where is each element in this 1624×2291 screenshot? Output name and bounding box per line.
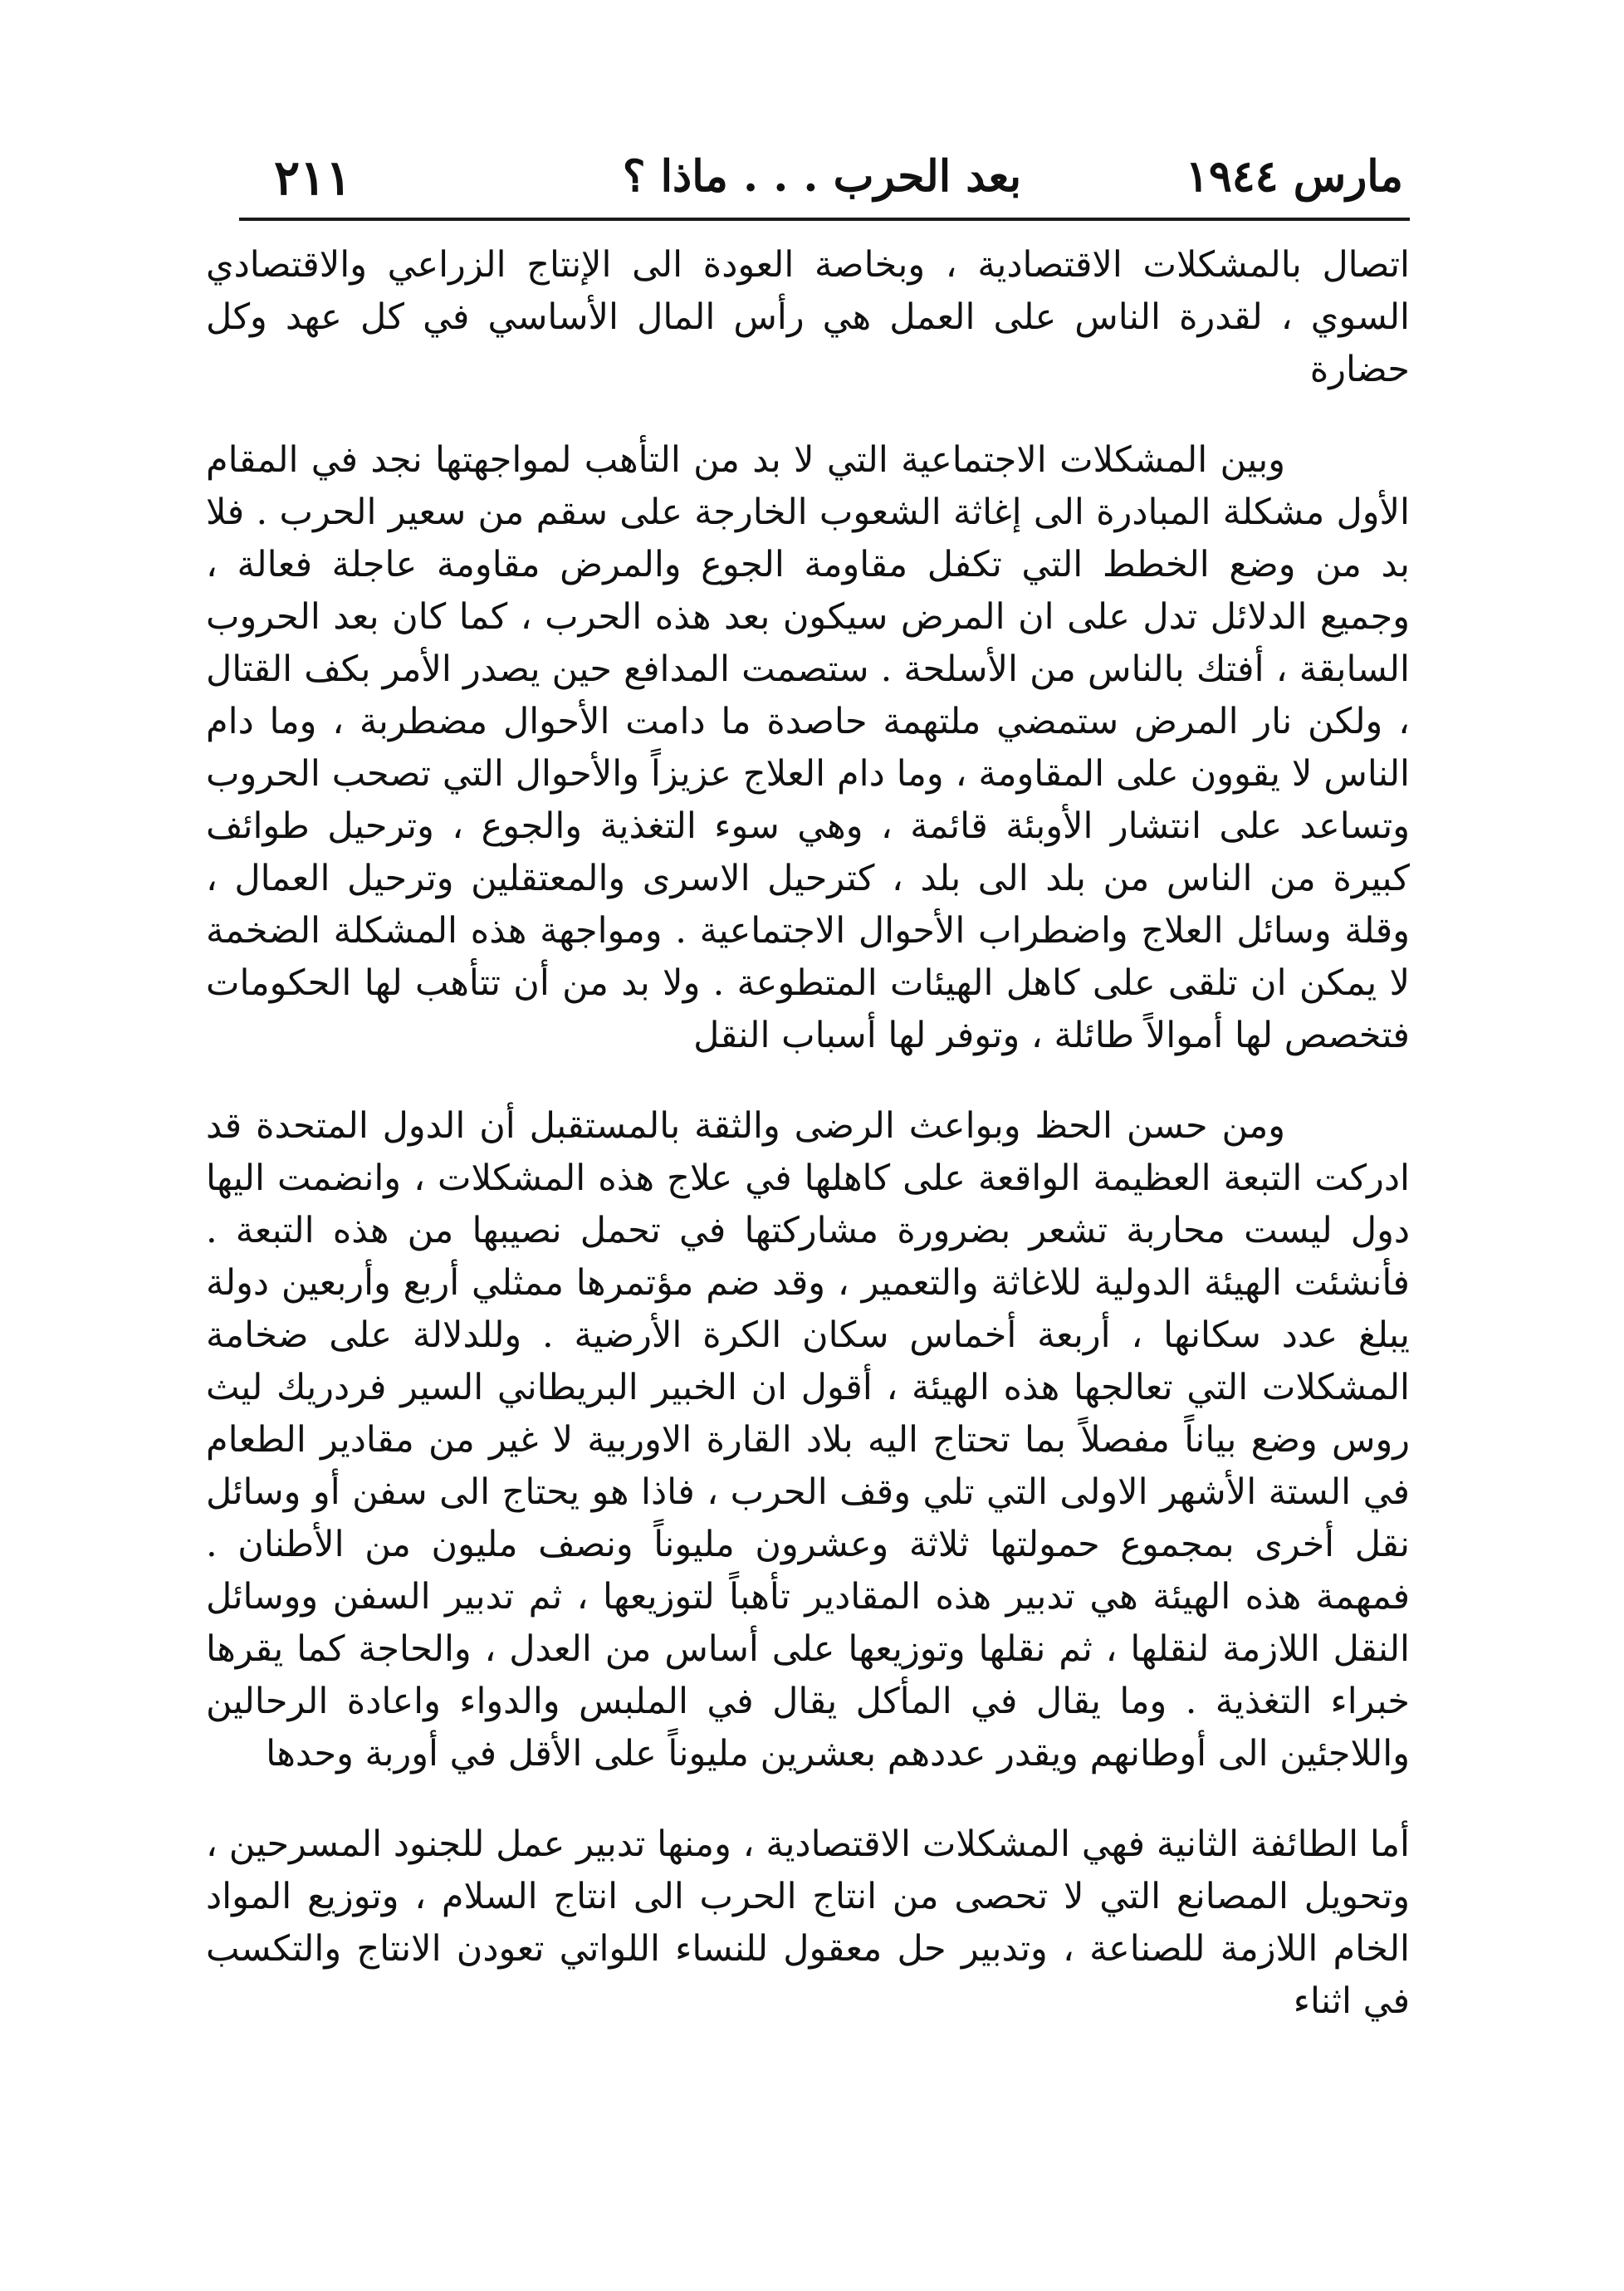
page-number: ٢١١ <box>274 149 352 206</box>
running-header <box>232 133 1411 224</box>
paragraph-1: اتصال بالمشكلات الاقتصادية ، وبخاصة العودة الى الإنتاج الزراعي والاقتصادي السوي ، لقدرة الناس على العمل هي رأس المال الأساسي في كل عهد وكل حضارة <box>206 244 1410 390</box>
article-body <box>206 239 1410 2028</box>
paragraph-4: أما الطائفة الثانية فهي المشكلات الاقتصادية ، ومنها تدبير عمل للجنود المسرحين ، وتحويل المصانع التي لا تحصى من انتاج الحرب الى انتاج السلام ، وتوزيع المواد الخام اللازمة للصناعة ، وتدبير حل معقول للنساء اللواتي تعودن الانتاج والتكسب في اثناء <box>206 1823 1410 2022</box>
paragraph-3: ومن حسن الحظ وبواعث الرضى والثقة بالمستقبل أن الدول المتحدة قد ادركت التبعة العظيمة الواقعة على كاهلها في علاج هذه المشكلات ، وانضمت اليها دول ليست محاربة تشعر بضرورة مشاركتها في تحمل نصيبها من هذه التبعة . فأنشئت الهيئة الدولية للاغاثة والتعمير ، وقد ضم مؤتمرها ممثلي أربع وأربعين دولة يبلغ عدد سكانها ، أربعة أخماس سكان الكرة الأرضية . وللدلالة على ضخامة المشكلات التي تعالجها هذه الهيئة ، أقول ان الخبير البريطاني السير فردريك ليث روس وضع بياناً مفصلاً بما تحتاج اليه بلاد القارة الاوربية لا غير من مقادير الطعام في الستة الأشهر الاولى التي تلي وقف الحرب ، فاذا هو يحتاج الى سفن أو وسائل نقل أخرى بمجموع حمولتها ثلاثة وعشرون مليوناً ونصف مليون من الأطنان . فمهمة هذه الهيئة هي تدبير هذه المقادير تأهباً لتوزيعها ، ثم تدبير السفن ووسائل النقل اللازمة لنقلها ، ثم نقلها وتوزيعها على أساس من العدل ، والحاجة كما يقرها خبراء التغذية . وما يقال في المأكل يقال في الملبس والدواء واعادة الرحالين واللاجئين الى أوطانهم ويقدر عددهم بعشرين مليوناً على الأقل في أوربة وحدها <box>206 1105 1410 1775</box>
issue-date: مارس ١٩٤٤ <box>1185 151 1403 202</box>
header-rule <box>239 218 1410 221</box>
running-title: بعد الحرب . . . ماذا ؟ <box>622 151 1022 202</box>
paragraph-2: وبين المشكلات الاجتماعية التي لا بد من التأهب لمواجهتها نجد في المقام الأول مشكلة المبادرة الى إغاثة الشعوب الخارجة على سقم من سعير الحرب . فلا بد من وضع الخطط التي تكفل مقاومة الجوع والمرض مقاومة عاجلة فعالة ، وجميع الدلائل تدل على ان المرض سيكون بعد هذه الحرب ، كما كان بعد الحروب السابقة ، أفتك بالناس من الأسلحة . ستصمت المدافع حين يصدر الأمر بكف القتال ، ولكن نار المرض ستمضي ملتهمة حاصدة ما دامت الأحوال مضطربة ، وما دام الناس لا يقوون على المقاومة ، وما دام العلاج عزيزاً والأحوال التي تصحب الحروب وتساعد على انتشار الأوبئة قائمة ، وهي سوء التغذية والجوع ، وترحيل طوائف كبيرة من الناس من بلد الى بلد ، كترحيل الاسرى والمعتقلين وترحيل العمال ، وقلة وسائل العلاج واضطراب الأحوال الاجتماعية . ومواجهة هذه المشكلة الضخمة لا يمكن ان تلقى على كاهل الهيئات المتطوعة . ولا بد من أن تتأهب لها الحكومات فتخصص لها أموالاً طائلة ، وتوفر لها أسباب النقل <box>206 439 1410 1056</box>
